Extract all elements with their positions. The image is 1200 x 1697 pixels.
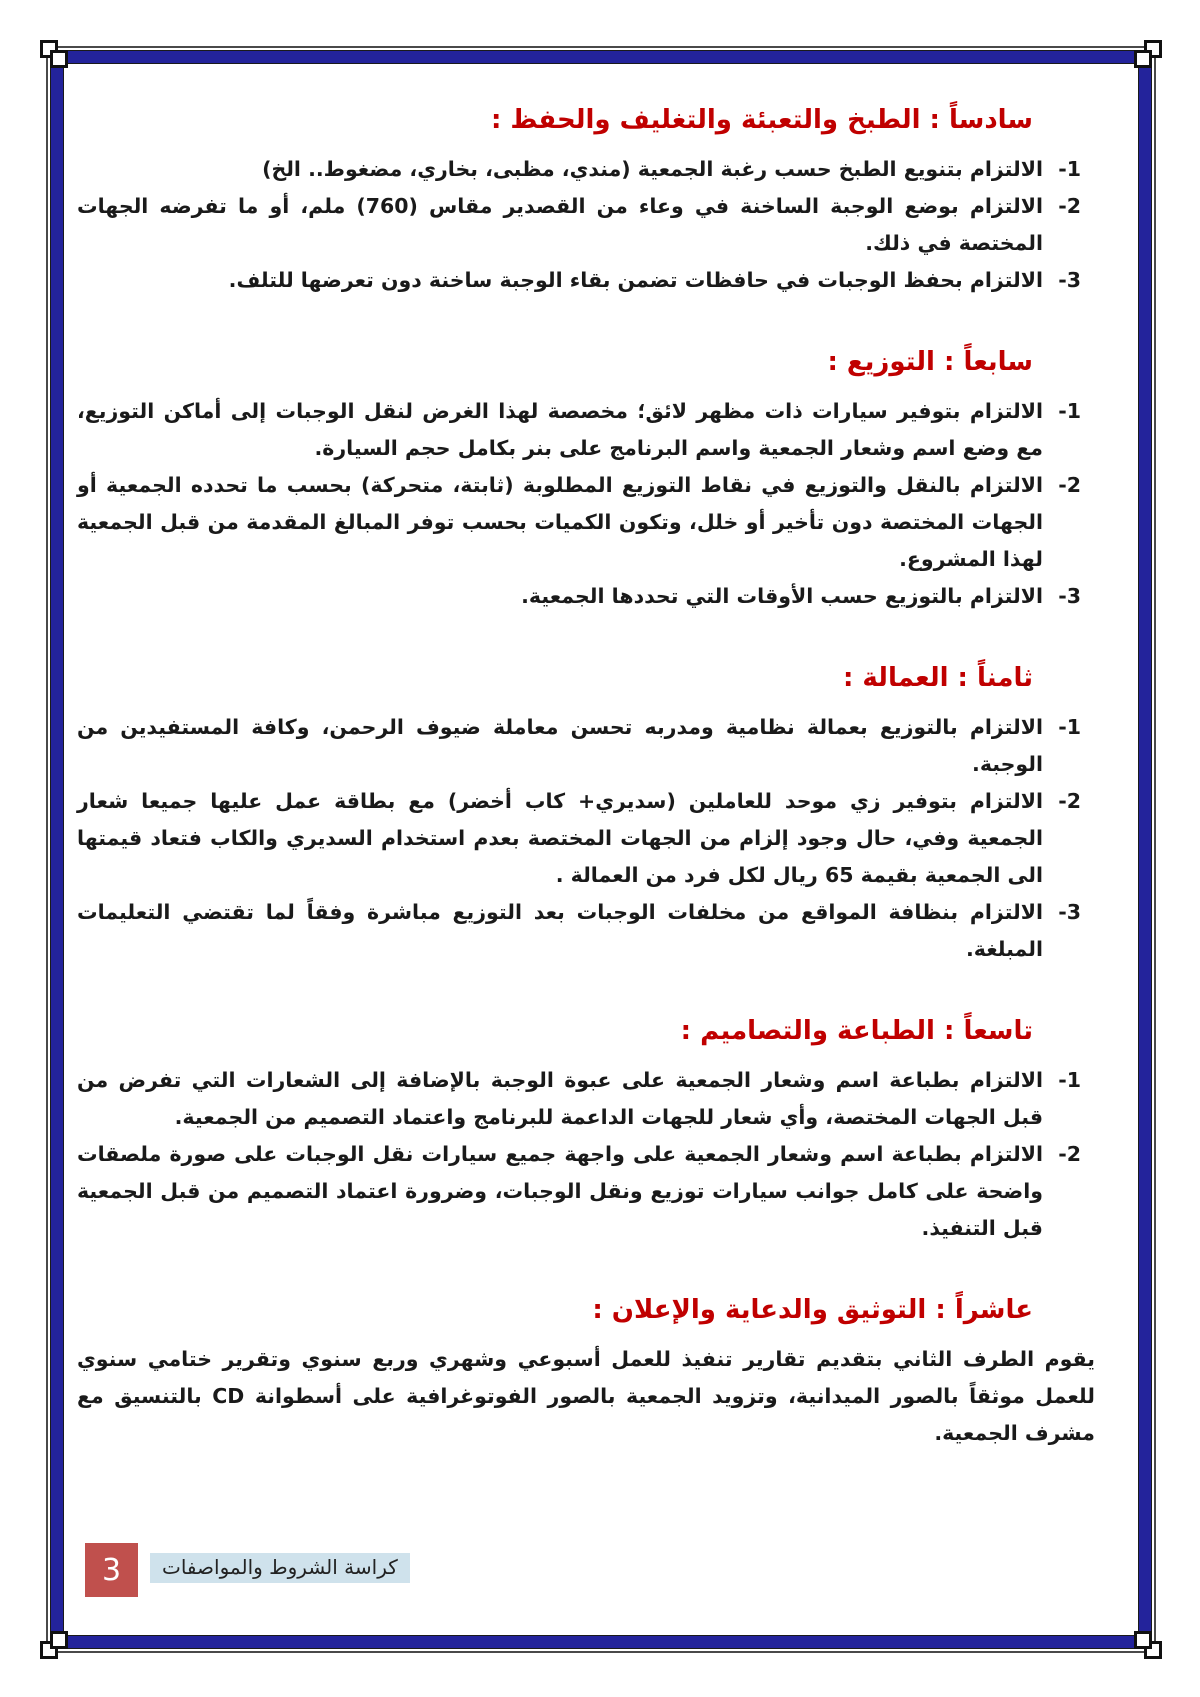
list-item [77, 1136, 1105, 1247]
list-item-number: 2- [1058, 473, 1081, 497]
border-corner-ornament [40, 1623, 76, 1659]
list-item-number: 1- [1058, 1068, 1081, 1092]
border-corner-ornament [40, 40, 76, 76]
section-heading: عاشراً : التوثيق والدعاية والإعلان : [592, 1295, 1033, 1325]
section-cooking-packaging [77, 103, 1105, 299]
list-item [77, 1062, 1105, 1136]
body-paragraph: يقوم الطرف الثاني بتقديم تقارير تنفيذ للعمل أسبوعي وشهري وربع سنوي وتقرير ختامي سنوي للعمل موثقاً بالصور الميدانية، وتزويد الجمعية بالصور الفوتوغرافية على أسطوانة CD بالتنسيق مع مشرف الجمعية. [77, 1347, 1095, 1445]
list-item [77, 151, 1105, 188]
document-body [63, 63, 1137, 1498]
list-item [77, 393, 1105, 467]
section-labor [77, 661, 1105, 968]
list-item [77, 709, 1105, 783]
list-item-number: 1- [1058, 399, 1081, 423]
border-corner-ornament [1126, 40, 1162, 76]
section-distribution [77, 345, 1105, 615]
list-item-number: 3- [1058, 268, 1081, 292]
list-item-text: الالتزام بطباعة اسم وشعار الجمعية على واجهة جميع سيارات نقل الوجبات على صورة ملصقات واضحة على كامل جوانب سيارات توزيع ونقل الوجبات، وضرورة اعتماد التصميم من قبل الجمعية قبل التنفيذ. [77, 1142, 1043, 1240]
list-item [77, 894, 1105, 968]
footer-label: كراسة الشروط والمواصفات [150, 1553, 410, 1583]
list-item-text: الالتزام بطباعة اسم وشعار الجمعية على عبوة الوجبة بالإضافة إلى الشعارات التي تفرض من قبل الجهات المختصة، وأي شعار للجهات الداعمة للبرنامج واعتماد التصميم من الجمعية. [77, 1068, 1043, 1129]
list-item [77, 262, 1105, 299]
list-item-number: 1- [1058, 715, 1081, 739]
section-documentation-advertising [77, 1293, 1105, 1452]
section-printing-designs [77, 1014, 1105, 1247]
list-item [77, 188, 1105, 262]
list-item-text: الالتزام بنظافة المواقع من مخلفات الوجبات بعد التوزيع مباشرة وفقاً لما تقتضي التعليمات المبلغة. [77, 900, 1043, 961]
list-item-number: 3- [1058, 584, 1081, 608]
list-item-text: الالتزام بحفظ الوجبات في حافظات تضمن بقاء الوجبة ساخنة دون تعرضها للتلف. [228, 268, 1043, 292]
list-item-text: الالتزام بالتوزيع بعمالة نظامية ومدربه تحسن معاملة ضيوف الرحمن، وكافة المستفيدين من الوجبة. [77, 715, 1043, 776]
section-heading: سابعاً : التوزيع : [827, 347, 1033, 377]
list-item [77, 783, 1105, 894]
list-item-text: الالتزام بتوفير سيارات ذات مظهر لائق؛ مخصصة لهذا الغرض لنقل الوجبات إلى أماكن التوزيع، مع وضع اسم وشعار الجمعية واسم البرنامج على بنر بكامل حجم السيارة. [77, 399, 1043, 460]
list-item-number: 2- [1058, 1142, 1081, 1166]
list-item-text: الالتزام بتوفير زي موحد للعاملين (سديري+ كاب أخضر) مع بطاقة عمل عليها جميعا شعار الجمعية وفي، حال وجود إلزام من الجهات المختصة بعدم استخدام السديري والكاب فتعاد قيمتها الى الجمعية بقيمة 65 ريال لكل فرد من العمالة . [77, 789, 1043, 887]
list-item [77, 467, 1105, 578]
list-item-text: الالتزام بوضع الوجبة الساخنة في وعاء من القصدير مقاس (760) ملم، أو ما تفرضه الجهات المختصة في ذلك. [77, 194, 1043, 255]
section-heading: سادساً : الطبخ والتعبئة والتغليف والحفظ : [490, 105, 1033, 135]
list-item-number: 1- [1058, 157, 1081, 181]
border-corner-ornament [1126, 1623, 1162, 1659]
list-item-text: الالتزام بالتوزيع حسب الأوقات التي تحددها الجمعية. [521, 584, 1043, 608]
page-footer [85, 1543, 410, 1597]
list-item [77, 578, 1105, 615]
page-number-badge: 3 [85, 1543, 138, 1597]
section-heading: تاسعاً : الطباعة والتصاميم : [680, 1016, 1033, 1046]
section-heading: ثامناً : العمالة : [842, 663, 1033, 693]
list-item-text: الالتزام بالنقل والتوزيع في نقاط التوزيع المطلوبة (ثابتة، متحركة) بحسب ما تحدده الجمعية أو الجهات المختصة دون تأخير أو خلل، وتكون الكميات بحسب توفر المبالغ المقدمة من قبل الجمعية لهذا المشروع. [77, 473, 1043, 571]
list-item-text: الالتزام بتنويع الطبخ حسب رغبة الجمعية (مندي، مظبى، بخاري، مضغوط.. الخ) [262, 157, 1043, 181]
list-item-number: 3- [1058, 900, 1081, 924]
list-item-number: 2- [1058, 194, 1081, 218]
list-item-number: 2- [1058, 789, 1081, 813]
